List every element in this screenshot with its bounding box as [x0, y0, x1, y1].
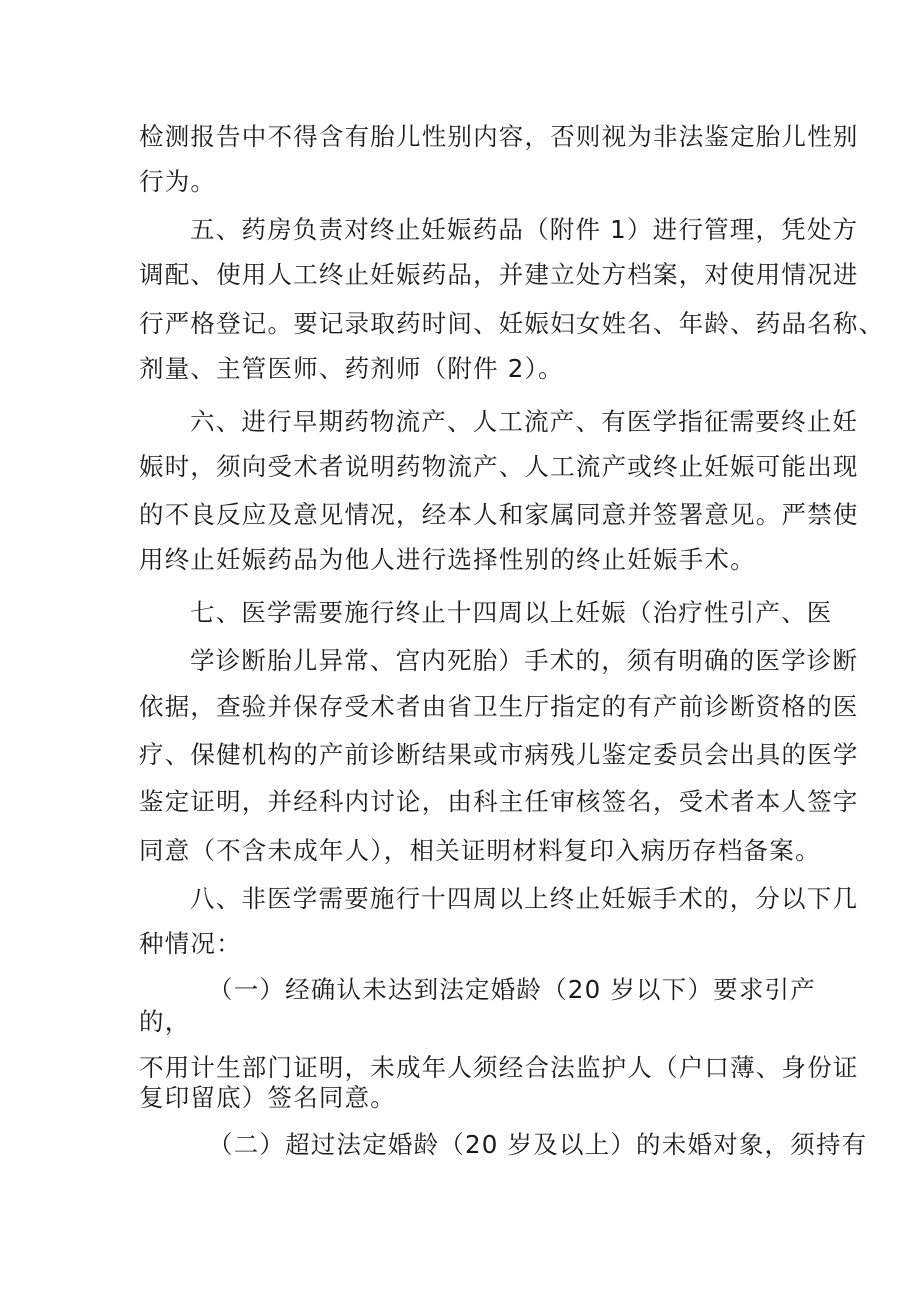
text-line: 娠时，须向受术者说明药物流产、人工流产或终止妊娠可能出现 — [139, 452, 859, 481]
text-line: 调配、使用人工终止妊娠药品，并建立处方档案，对使用情况进 — [139, 260, 859, 289]
text-line: 的， — [139, 1007, 191, 1036]
text-line: 行为。 — [139, 167, 217, 196]
text-line: 疗、保健机构的产前诊断结果或市病残儿鉴定委员会出具的医学 — [139, 740, 859, 769]
text-line: 的不良反应及意见情况，经本人和家属同意并签署意见。严禁使 — [139, 500, 859, 529]
text-line: 不用计生部门证明，未成年人须经合法监护人（户口薄、身份证 — [139, 1053, 859, 1082]
text-line: 五、药房负责对终止妊娠药品（附件 1）进行管理，凭处方 — [190, 215, 859, 244]
text-line: 鉴定证明，并经科内讨论，由科主任审核签名，受术者本人签字 — [139, 787, 859, 816]
text-line: 同意（不含未成年人），相关证明材料复印入病历存档备案。 — [139, 836, 821, 865]
text-line: 用终止妊娠药品为他人进行选择性别的终止妊娠手术。 — [139, 545, 756, 574]
text-line: （二）超过法定婚龄（20 岁及以上）的未婚对象，须持有 — [208, 1130, 868, 1159]
text-line: 行严格登记。要记录取药时间、妊娠妇女姓名、年龄、药品名称、 — [139, 309, 885, 338]
text-line: 种情况： — [139, 929, 242, 958]
text-line: 检测报告中不得含有胎儿性别内容，否则视为非法鉴定胎儿性别 — [139, 122, 859, 151]
text-line: （一）经确认未达到法定婚龄（20 岁以下）要求引产 — [208, 975, 816, 1004]
text-line: 复印留底）签名同意。 — [139, 1083, 396, 1112]
text-line: 六、进行早期药物流产、人工流产、有医学指征需要终止妊 — [190, 407, 859, 436]
text-line: 学诊断胎儿异常、宫内死胎）手术的，须有明确的医学诊断 — [190, 646, 859, 675]
text-line: 剂量、主管医师、药剂师（附件 2）。 — [139, 354, 564, 383]
text-line: 八、非医学需要施行十四周以上终止妊娠手术的，分以下几 — [190, 884, 859, 913]
text-line: 依据，查验并保存受术者由省卫生厅指定的有产前诊断资格的医 — [139, 692, 859, 721]
text-line: 七、医学需要施行终止十四周以上妊娠（治疗性引产、医 — [190, 598, 833, 627]
